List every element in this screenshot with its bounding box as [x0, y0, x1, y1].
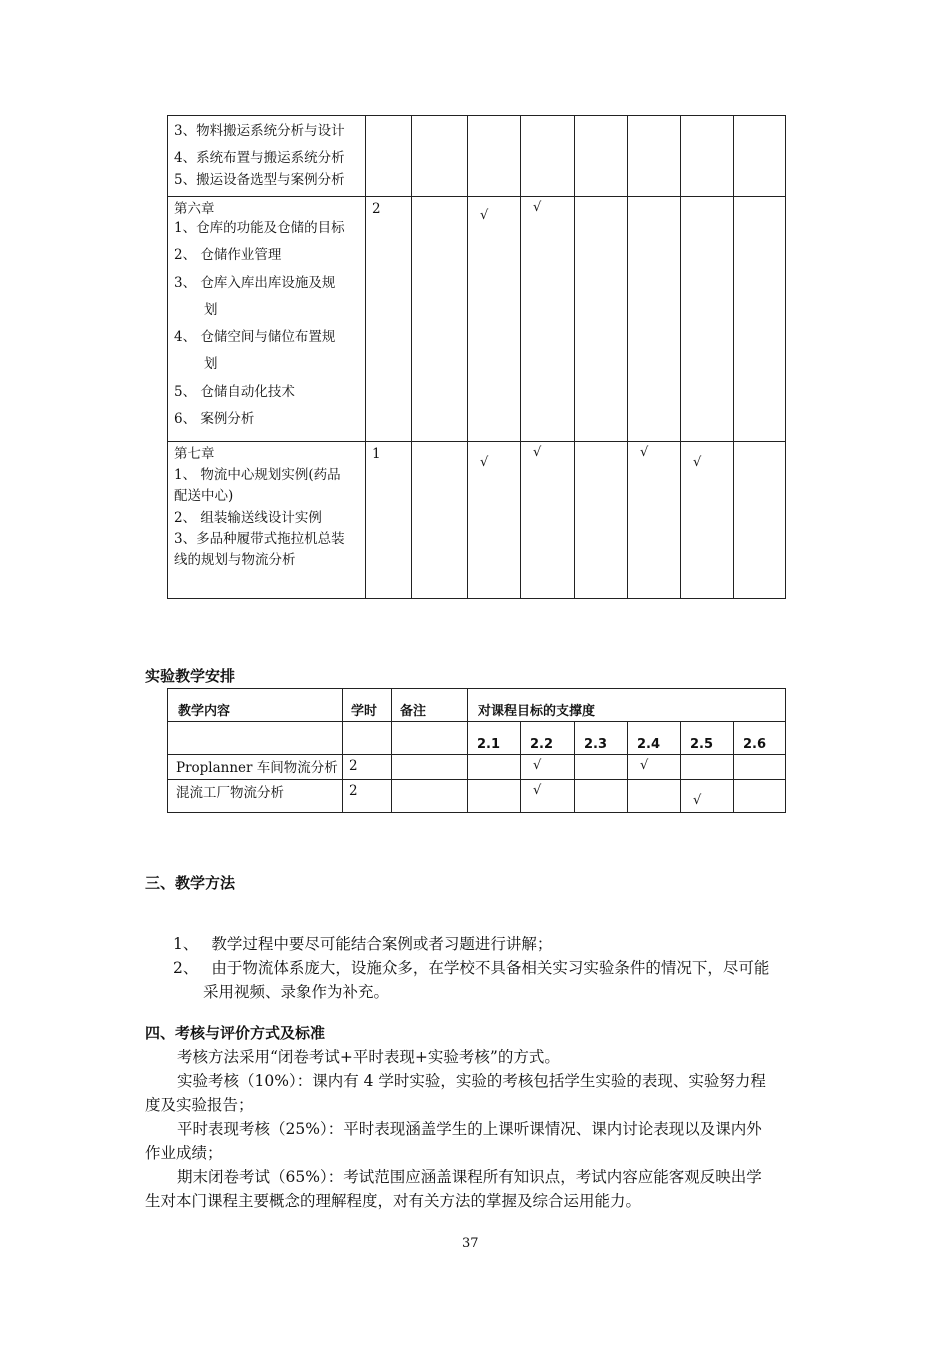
check-mark: √	[628, 754, 681, 779]
content-line: 划	[204, 301, 218, 318]
mark-cell	[734, 197, 786, 442]
content-cell	[168, 197, 366, 442]
table-row	[168, 779, 786, 812]
content-line: 4、系统布置与搬运系统分析	[174, 150, 345, 167]
mark-cell	[681, 197, 734, 442]
check-mark: √	[521, 754, 575, 779]
mark-cell	[468, 779, 521, 812]
lab-hours: 2	[343, 754, 392, 779]
table-row	[168, 197, 786, 442]
list-item	[173, 956, 823, 980]
content-line: 1、 物流中心规划实例(药品	[174, 467, 341, 484]
content-cell	[168, 116, 366, 197]
content-line: 第七章	[174, 446, 215, 462]
content-line: 2、 组装输送线设计实例	[174, 509, 322, 526]
target-header: 2.4	[628, 722, 681, 755]
mark-cell	[628, 116, 681, 197]
check-mark: √	[681, 442, 734, 599]
header-remark: 备注	[392, 689, 468, 722]
lab-content: Proplanner 车间物流分析	[168, 754, 343, 779]
lab-remark	[392, 779, 468, 812]
paragraph-line: 考核方法采用“闭卷考试+平时表现+实验考核”的方式。	[177, 1048, 560, 1066]
section3-heading: 三、教学方法	[145, 874, 236, 892]
table-row	[168, 689, 786, 722]
header-support: 对课程目标的支撑度	[468, 689, 786, 722]
check-mark: √	[681, 779, 734, 812]
mark-cell	[575, 779, 628, 812]
content-line: 划	[204, 356, 218, 373]
lab-table	[167, 688, 786, 813]
hours-cell: 1	[366, 442, 412, 599]
mark-cell	[628, 197, 681, 442]
paragraph-line: 生对本门课程主要概念的理解程度，对有关方法的掌握及综合运用能力。	[145, 1192, 642, 1210]
mark-cell	[734, 442, 786, 599]
hours-cell	[366, 116, 412, 197]
mark-cell	[575, 754, 628, 779]
check-mark: √	[468, 197, 521, 442]
list-text: 由于物流体系庞大，设施众多，在学校不具备相关实习实验条件的情况下，尽可能	[211, 959, 770, 977]
mark-cell	[681, 754, 734, 779]
header-hours: 学时	[343, 689, 392, 722]
mark-cell	[575, 442, 628, 599]
list-text-continued: 采用视频、录象作为补充。	[203, 983, 390, 1001]
target-header: 2.2	[521, 722, 575, 755]
table-row	[168, 116, 786, 197]
target-header: 2.1	[468, 722, 521, 755]
lab-hours: 2	[343, 779, 392, 812]
content-line: 3、物料搬运系统分析与设计	[174, 123, 345, 139]
paragraph-line: 实验考核（10%）：课内有 4 学时实验，实验的考核包括学生实验的表现、实验努力程	[177, 1072, 766, 1090]
paragraph-line: 平时表现考核（25%）：平时表现涵盖学生的上课听课情况、课内讨论表现以及课内外	[177, 1120, 762, 1138]
check-mark: √	[628, 442, 681, 599]
mark-cell	[734, 779, 786, 812]
check-mark: √	[521, 779, 575, 812]
paragraph-line: 作业成绩；	[145, 1144, 223, 1162]
table-row	[168, 754, 786, 779]
empty-cell	[343, 722, 392, 755]
mark-cell	[734, 116, 786, 197]
content-line: 5、搬运设备选型与案例分析	[174, 172, 345, 189]
check-mark: √	[521, 442, 575, 599]
mark-cell	[468, 754, 521, 779]
section4-heading: 四、考核与评价方式及标准	[145, 1024, 326, 1042]
remark-cell	[412, 442, 468, 599]
paragraph-line: 期末闭卷考试（65%）：考试范围应涵盖课程所有知识点，考试内容应能客观反映出学	[177, 1168, 762, 1186]
content-line: 3、多品种履带式拖拉机总装	[174, 530, 345, 547]
target-header: 2.6	[734, 722, 786, 755]
content-line: 6、 案例分析	[174, 410, 255, 427]
content-line: 3、 仓库入库出库设施及规	[174, 274, 336, 291]
lab-remark	[392, 754, 468, 779]
check-mark: √	[468, 442, 521, 599]
table-row	[168, 722, 786, 755]
content-cell	[168, 442, 366, 599]
content-line: 5、 仓储自动化技术	[174, 383, 295, 400]
header-content: 教学内容	[168, 689, 343, 722]
check-mark: √	[521, 197, 575, 442]
remark-cell	[412, 116, 468, 197]
content-line: 配送中心)	[174, 488, 234, 505]
empty-cell	[168, 722, 343, 755]
remark-cell	[412, 197, 468, 442]
mark-cell	[734, 754, 786, 779]
paragraph-line: 度及实验报告；	[145, 1096, 254, 1114]
content-line: 1、仓库的功能及仓储的目标	[174, 220, 345, 237]
page-number: 37	[462, 1236, 479, 1251]
list-item	[173, 932, 823, 956]
assessment-paragraphs	[145, 1045, 825, 1213]
list-number: 1、	[173, 935, 199, 953]
lab-title: 实验教学安排	[145, 667, 236, 685]
empty-cell	[392, 722, 468, 755]
mark-cell	[521, 116, 575, 197]
list-number: 2、	[173, 959, 199, 977]
table-row	[168, 442, 786, 599]
content-line: 第六章	[174, 201, 215, 217]
list-text: 教学过程中要尽可能结合案例或者习题进行讲解；	[211, 935, 553, 953]
content-line: 4、 仓储空间与储位布置规	[174, 329, 336, 346]
mark-cell	[575, 116, 628, 197]
method-list	[173, 932, 823, 1004]
content-line: 2、 仓储作业管理	[174, 247, 282, 264]
mark-cell	[575, 197, 628, 442]
lab-content: 混流工厂物流分析	[168, 779, 343, 812]
target-header: 2.3	[575, 722, 628, 755]
content-line: 线的规划与物流分析	[174, 552, 296, 569]
mark-cell	[628, 779, 681, 812]
course-content-table	[167, 115, 786, 599]
target-header: 2.5	[681, 722, 734, 755]
mark-cell	[681, 116, 734, 197]
hours-cell: 2	[366, 197, 412, 442]
mark-cell	[468, 116, 521, 197]
